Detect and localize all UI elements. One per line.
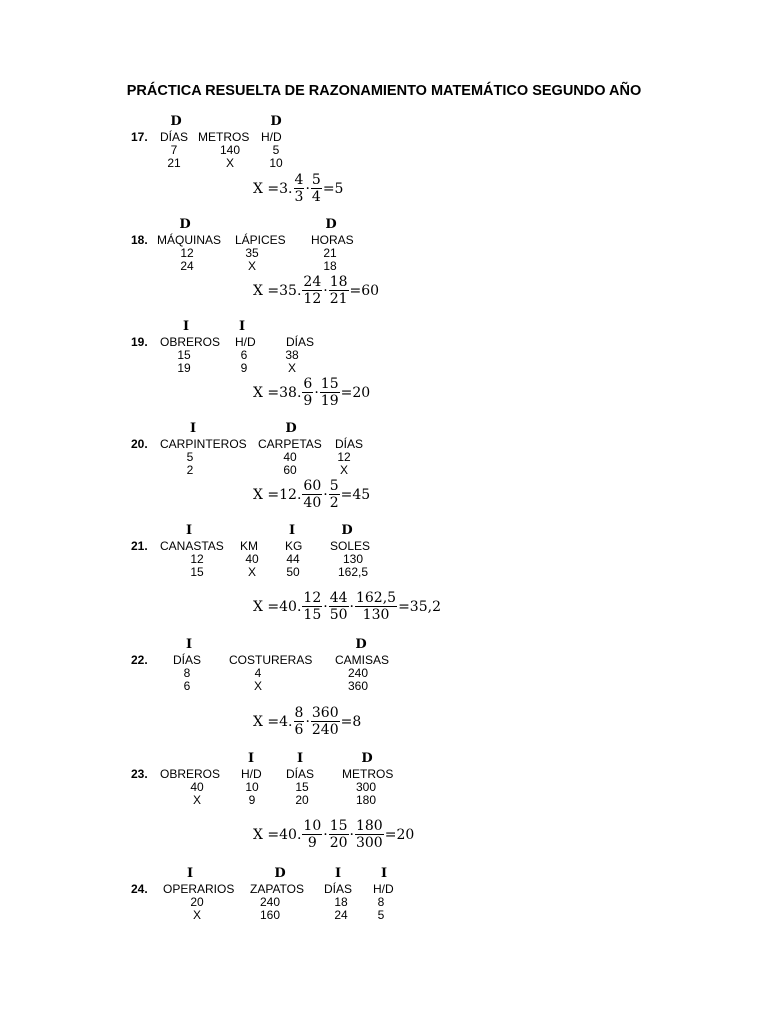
- row2-value: 5: [377, 908, 385, 922]
- row1-value: 15: [295, 780, 309, 794]
- row1-value: 40: [190, 780, 204, 794]
- row1-value: 140: [219, 143, 241, 157]
- fraction-denominator: 130: [362, 607, 390, 623]
- column-header: OBREROS: [160, 335, 221, 349]
- row1-value: 35: [245, 246, 259, 260]
- solution-formula: [253, 274, 379, 307]
- row2-value: X: [247, 259, 256, 273]
- row2-value: 20: [295, 793, 309, 807]
- formula-result: =8: [340, 713, 362, 730]
- multiply-dot: ·: [314, 384, 319, 401]
- column-header: METROS: [198, 130, 250, 144]
- row1-value: 40: [283, 450, 297, 464]
- problem-number: 18.: [131, 233, 148, 247]
- proportion-mark: I: [288, 523, 296, 538]
- row2-value: 162,5: [337, 565, 369, 579]
- row1-value: 8: [183, 666, 191, 680]
- proportion-mark: I: [296, 751, 304, 766]
- column-header: MÁQUINAS: [157, 233, 222, 247]
- row1-value: 7: [170, 143, 178, 157]
- formula-lhs: X =38.: [253, 384, 302, 401]
- fraction-numerator: 18: [329, 274, 348, 290]
- fraction-numerator: 10: [303, 818, 322, 834]
- row2-value: 360: [347, 679, 369, 693]
- column-header: H/D: [373, 882, 394, 896]
- fraction-denominator: 19: [320, 393, 339, 409]
- column-header: CANASTAS: [160, 539, 224, 553]
- problem-number: 19.: [131, 335, 148, 349]
- row1-value: 5: [272, 143, 280, 157]
- column-header: HORAS: [311, 233, 354, 247]
- row1-value: 38: [285, 348, 299, 362]
- row1-value: 21: [323, 246, 337, 260]
- problem-number: 21.: [131, 539, 148, 553]
- fraction-numerator: 4: [294, 172, 304, 188]
- column-header: SOLES: [330, 539, 371, 553]
- fraction: [329, 590, 349, 623]
- multiply-dot: ·: [305, 713, 310, 730]
- fraction-numerator: 24: [303, 274, 322, 290]
- problem-number: 22.: [131, 653, 148, 667]
- multiply-dot: ·: [349, 826, 354, 843]
- row1-value: 8: [377, 895, 385, 909]
- problem-number: 24.: [131, 882, 148, 896]
- fraction-denominator: 15: [303, 607, 322, 623]
- proportion-mark: I: [247, 751, 255, 766]
- fraction: [329, 274, 349, 307]
- proportion-mark: D: [274, 866, 286, 881]
- row2-value: 15: [190, 565, 204, 579]
- column-header: H/D: [261, 130, 282, 144]
- fraction: [311, 172, 322, 205]
- fraction: [294, 705, 305, 738]
- proportion-mark: D: [341, 523, 353, 538]
- fraction-denominator: 21: [329, 291, 348, 307]
- column-header: DÍAS: [286, 767, 315, 781]
- problem-number: 20.: [131, 437, 148, 451]
- page-title: PRÁCTICA RESUELTA DE RAZONAMIENTO MATEMÁTICO SEGUNDO AÑO: [126, 83, 642, 99]
- column-header: OBREROS: [160, 767, 221, 781]
- multiply-dot: ·: [305, 180, 310, 197]
- column-header: ZAPATOS: [250, 882, 305, 896]
- fraction: [355, 590, 397, 623]
- fraction-numerator: 6: [303, 376, 313, 392]
- row1-value: 15: [177, 348, 191, 362]
- fraction: [355, 818, 384, 851]
- row2-value: X: [192, 908, 201, 922]
- fraction: [302, 590, 322, 623]
- column-header: CAMISAS: [335, 653, 390, 667]
- fraction-denominator: 2: [329, 495, 339, 511]
- row1-value: 4: [254, 666, 262, 680]
- column-header: DÍAS: [335, 437, 364, 451]
- fraction-denominator: 300: [355, 835, 383, 851]
- formula-result: =35,2: [398, 598, 441, 615]
- row2-value: 18: [323, 259, 337, 273]
- row1-value: 18: [334, 895, 348, 909]
- fraction-denominator: 3: [294, 189, 304, 205]
- row2-value: X: [287, 361, 296, 375]
- row2-value: 2: [186, 463, 194, 477]
- row2-value: 60: [283, 463, 297, 477]
- row1-value: 10: [245, 780, 259, 794]
- row1-value: 240: [347, 666, 369, 680]
- row1-value: 12: [190, 552, 204, 566]
- formula-lhs: X =35.: [253, 282, 302, 299]
- proportion-mark: D: [179, 217, 191, 232]
- formula-result: =45: [340, 486, 371, 503]
- row2-value: 10: [269, 156, 283, 170]
- fraction: [302, 376, 313, 409]
- row1-value: 6: [240, 348, 248, 362]
- fraction-denominator: 9: [307, 835, 317, 851]
- column-header: DÍAS: [286, 335, 315, 349]
- formula-result: =20: [384, 826, 415, 843]
- row2-value: X: [253, 679, 262, 693]
- formula-result: =20: [340, 384, 371, 401]
- column-header: COSTURERAS: [229, 653, 313, 667]
- fraction-numerator: 180: [355, 818, 383, 834]
- proportion-mark: I: [186, 866, 194, 881]
- fraction-denominator: 50: [329, 607, 348, 623]
- fraction: [302, 818, 322, 851]
- fraction-numerator: 5: [329, 478, 339, 494]
- column-header: OPERARIOS: [163, 882, 235, 896]
- column-header: H/D: [241, 767, 262, 781]
- fraction-numerator: 8: [294, 705, 304, 721]
- formula-result: =60: [349, 282, 380, 299]
- solution-formula: [253, 590, 441, 623]
- fraction-numerator: 162,5: [355, 590, 397, 606]
- fraction-numerator: 60: [303, 478, 322, 494]
- column-header: DÍAS: [160, 130, 189, 144]
- row2-value: X: [247, 565, 256, 579]
- fraction-numerator: 5: [311, 172, 321, 188]
- column-header: KM: [240, 539, 258, 553]
- solution-formula: [253, 376, 370, 409]
- proportion-mark: I: [189, 421, 197, 436]
- fraction-denominator: 20: [329, 835, 348, 851]
- fraction-denominator: 9: [303, 393, 313, 409]
- multiply-dot: ·: [323, 598, 328, 615]
- fraction-numerator: 360: [311, 705, 339, 721]
- solution-formula: [253, 172, 343, 205]
- proportion-mark: D: [355, 637, 367, 652]
- proportion-mark: D: [270, 114, 282, 129]
- column-header: METROS: [342, 767, 394, 781]
- fraction-denominator: 240: [311, 722, 339, 738]
- fraction-denominator: 4: [311, 189, 321, 205]
- row1-value: 240: [259, 895, 281, 909]
- column-header: DÍAS: [324, 882, 353, 896]
- fraction: [302, 478, 322, 511]
- proportion-mark: I: [238, 319, 246, 334]
- fraction: [329, 478, 340, 511]
- row2-value: 24: [180, 259, 194, 273]
- row2-value: 21: [167, 156, 181, 170]
- row1-value: 130: [342, 552, 364, 566]
- fraction: [294, 172, 305, 205]
- fraction-numerator: 15: [329, 818, 348, 834]
- row2-value: 160: [259, 908, 281, 922]
- formula-lhs: X =40.: [253, 826, 302, 843]
- problem-number: 17.: [131, 130, 148, 144]
- proportion-mark: I: [185, 523, 193, 538]
- fraction: [302, 274, 322, 307]
- row2-value: X: [339, 463, 348, 477]
- row1-value: 40: [245, 552, 259, 566]
- row1-value: 44: [286, 552, 300, 566]
- proportion-mark: I: [334, 866, 342, 881]
- row1-value: 20: [190, 895, 204, 909]
- formula-lhs: X =4.: [253, 713, 293, 730]
- row2-value: 9: [248, 793, 256, 807]
- fraction-numerator: 12: [303, 590, 322, 606]
- solution-formula: [253, 705, 361, 738]
- fraction: [320, 376, 340, 409]
- fraction-numerator: 15: [320, 376, 339, 392]
- fraction-denominator: 12: [303, 291, 322, 307]
- row1-value: 12: [180, 246, 194, 260]
- row2-value: 19: [177, 361, 191, 375]
- column-header: KG: [285, 539, 303, 553]
- row2-value: 24: [334, 908, 348, 922]
- row2-value: 6: [183, 679, 191, 693]
- multiply-dot: ·: [323, 486, 328, 503]
- proportion-mark: D: [361, 751, 373, 766]
- row2-value: 180: [355, 793, 377, 807]
- column-header: H/D: [235, 335, 256, 349]
- proportion-mark: D: [170, 114, 182, 129]
- formula-lhs: X =12.: [253, 486, 302, 503]
- column-header: DÍAS: [173, 653, 202, 667]
- column-header: CARPETAS: [258, 437, 322, 451]
- solution-formula: [253, 818, 414, 851]
- row1-value: 12: [337, 450, 351, 464]
- multiply-dot: ·: [323, 826, 328, 843]
- multiply-dot: ·: [323, 282, 328, 299]
- fraction-denominator: 40: [303, 495, 322, 511]
- fraction-denominator: 6: [294, 722, 304, 738]
- formula-lhs: X =40.: [253, 598, 302, 615]
- row1-value: 5: [186, 450, 194, 464]
- proportion-mark: D: [285, 421, 297, 436]
- fraction-numerator: 44: [329, 590, 348, 606]
- column-header: CARPINTEROS: [160, 437, 247, 451]
- solution-formula: [253, 478, 370, 511]
- formula-result: =5: [322, 180, 344, 197]
- row2-value: X: [225, 156, 234, 170]
- proportion-mark: D: [325, 217, 337, 232]
- row1-value: 300: [355, 780, 377, 794]
- row2-value: 50: [286, 565, 300, 579]
- proportion-mark: I: [380, 866, 388, 881]
- row2-value: 9: [240, 361, 248, 375]
- problem-number: 23.: [131, 767, 148, 781]
- column-header: LÁPICES: [235, 233, 286, 247]
- formula-lhs: X =3.: [253, 180, 293, 197]
- row2-value: X: [192, 793, 201, 807]
- proportion-mark: I: [182, 319, 190, 334]
- fraction: [311, 705, 340, 738]
- proportion-mark: I: [185, 637, 193, 652]
- multiply-dot: ·: [349, 598, 354, 615]
- fraction: [329, 818, 349, 851]
